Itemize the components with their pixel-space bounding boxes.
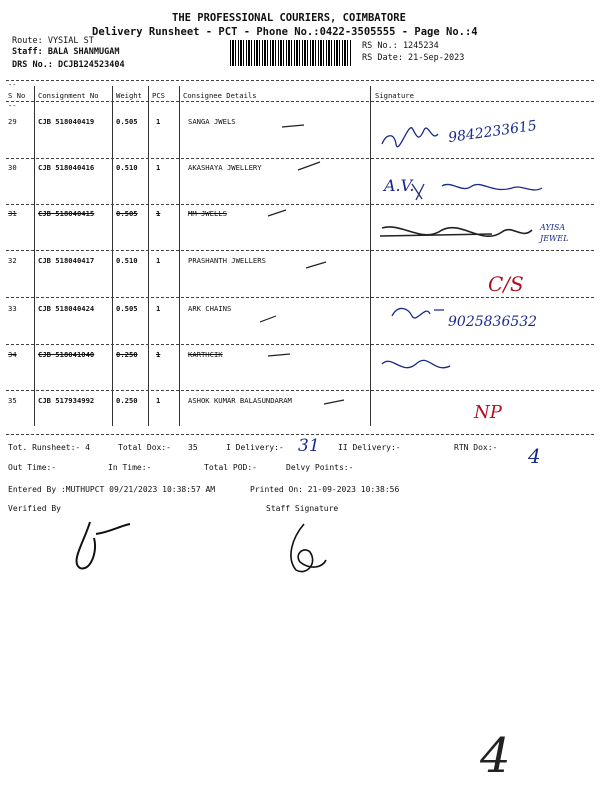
row-consignee: SANGA JWELS [188,117,236,126]
tick-mark [298,162,320,170]
delvy-points: Delvy Points:- [286,463,354,472]
tick-mark [268,210,286,216]
row-weight: 0.510 [116,256,138,265]
col-weight: Weight [116,91,142,100]
out-time: Out Time:- [8,463,57,472]
col-consignment: Consignment No [38,91,99,100]
row-consignee: MM JWELLS [188,209,227,218]
row-pcs: 1 [156,117,161,126]
row-sno: 32 [8,256,17,265]
row-consignment: CJB 518040417 [38,256,95,265]
row-weight: 0.250 [116,396,138,405]
divider [6,101,594,102]
row-sno: 29 [8,117,17,126]
tick-mark [324,400,344,404]
row-pcs: 1 [156,304,161,313]
row-consignee: PRASHANTH JWELLERS [188,256,266,265]
route-label: Route: VYSIAL ST [12,36,94,46]
tick-marks [260,110,370,430]
rs-no: RS No.: 1245234 [362,41,439,51]
signature-35: NP [474,402,502,423]
tick-mark [306,262,326,268]
col-pcs: PCS [152,91,165,100]
signature-stroke [392,308,444,318]
printed-on: Printed On: 21-09-2023 10:38:56 [250,485,400,494]
rtn-dox-label: RTN Dox:- [454,443,498,452]
col-consignee: Consignee Details [183,91,257,100]
row-sno: 30 [8,163,17,172]
company-title: THE PROFESSIONAL COURIERS, COIMBATORE [172,12,406,24]
row-pcs: 1 [156,209,161,218]
row-pcs: 1 [156,396,161,405]
tick-mark [282,125,304,127]
col-sno: S No [8,91,26,100]
row-sno: 35 [8,396,17,405]
row-weight: 0.505 [116,304,138,313]
rs-date: RS Date: 21-Sep-2023 [362,53,465,63]
row-weight: 0.250 [116,350,138,359]
row-weight: 0.505 [116,117,138,126]
i-delivery-label: I Delivery:- [226,443,284,452]
signature-phone-29: 9842233615 [447,117,538,147]
handwritten-page-number: 4 [480,728,511,784]
signature-32: C/S [488,272,524,296]
tick-mark [268,354,290,356]
signature-stroke [382,128,438,147]
row-pcs: 1 [156,163,161,172]
rtn-dox-value: 4 [528,444,541,468]
signatures-area [372,104,597,434]
staff-signature-label: Staff Signature [266,504,339,513]
tick-mark [260,316,276,322]
staff-signature-mark [270,518,350,582]
total-runsheet: Tot. Runsheet:- 4 [8,443,90,452]
drs-label: DRS No.: DCJB124523404 [12,60,125,70]
divider-mark: -- [8,102,17,110]
row-consignment: CJB 518040415 [38,209,95,218]
signature-phone-33: 9025836532 [448,314,538,330]
row-consignee: AKASHAYA JWELLERY [188,163,262,172]
row-consignee: ASHOK KUMAR BALASUNDARAM [188,396,292,405]
col-signature: Signature [375,91,414,100]
signature-30: A.V. [384,176,415,195]
row-weight: 0.510 [116,163,138,172]
verified-by-signature [60,512,170,582]
row-consignee: ARK CHAINS [188,304,232,313]
divider-mark: -- [8,81,17,89]
row-consignment: CJB 518040416 [38,163,95,172]
staff-label: Staff: BALA SHANMUGAM [12,47,120,57]
runsheet-subtitle: Delivery Runsheet - PCT - Phone No.:0422-3505555 - Page No.:4 [92,26,478,38]
row-consignee: KARTHCIK [188,350,223,359]
row-sno: 34 [8,350,17,359]
total-dox-label: Total Dox:- [118,443,171,452]
ii-delivery-label: II Delivery:- [338,443,401,452]
entered-by: Entered By :MUTHUPCT 09/21/2023 10:38:57 AM [8,485,216,494]
barcode [230,40,352,66]
row-consignment: CJB 518040424 [38,304,95,313]
signature-31-note: AYISA JEWEL [540,223,569,243]
row-divider [6,434,594,435]
total-dox-value: 35 [188,443,198,452]
row-sno: 31 [8,209,17,218]
row-consignment: CJB 518041040 [38,350,95,359]
i-delivery-value: 31 [298,436,320,456]
row-pcs: 1 [156,256,161,265]
signature-stroke [382,360,450,367]
total-pod: Total POD:- [204,463,257,472]
divider [6,80,594,81]
row-pcs: 1 [156,350,161,359]
in-time: In Time:- [108,463,152,472]
row-consignment: CJB 518040419 [38,117,95,126]
row-sno: 33 [8,304,17,313]
signature-stroke [442,184,542,190]
row-weight: 0.505 [116,209,138,218]
verified-by-label: Verified By [8,504,61,513]
row-consignment: CJB 517934992 [38,396,95,405]
